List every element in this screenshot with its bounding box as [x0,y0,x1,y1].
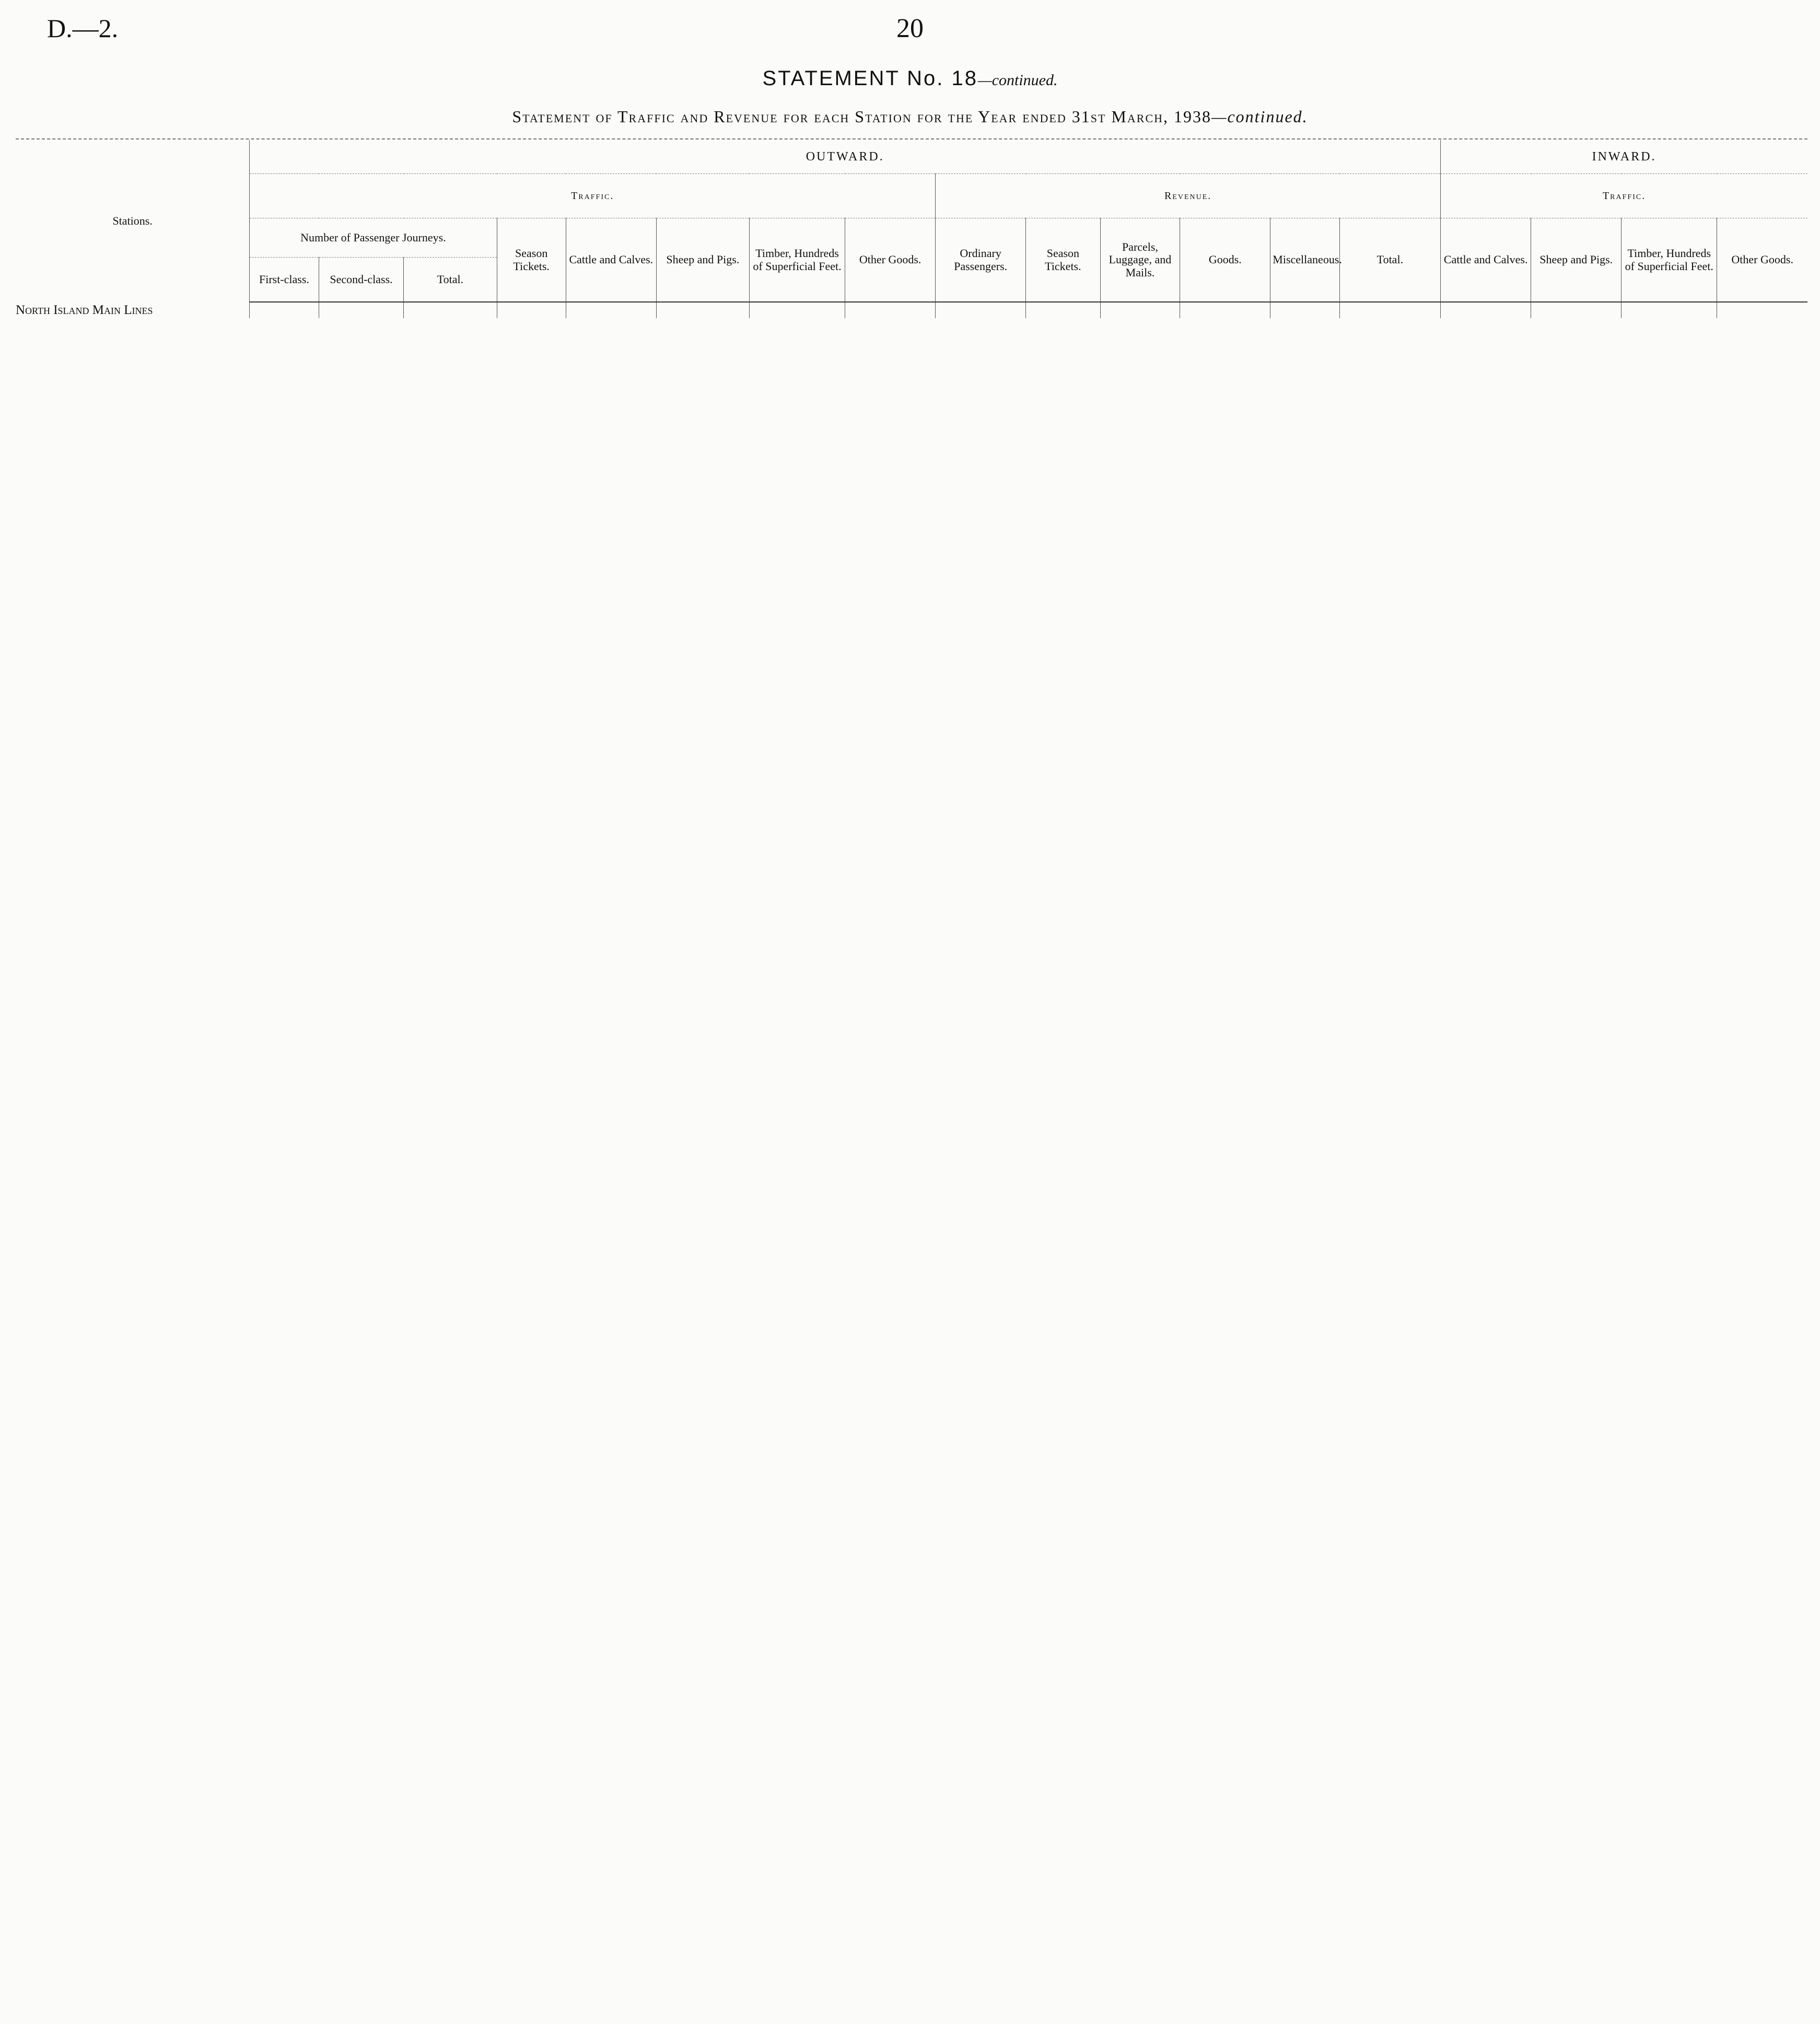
value-cell [404,302,497,318]
value-cell [1270,302,1339,318]
value-cell [1100,302,1180,318]
col-ordinary-passengers: Ordinary Passengers. [936,218,1026,303]
value-cell [319,302,404,318]
header-inward: INWARD. [1441,140,1807,174]
value-cell [497,302,566,318]
value-cell [250,302,319,318]
header-traffic-in: Traffic. [1441,174,1807,218]
page-header [0,13,1820,50]
value-cell [749,302,845,318]
col-other-goods: Other Goods. [845,218,936,303]
statement-title-text: STATEMENT No. 18 [762,67,978,90]
value-cell [1026,302,1100,318]
col-timber-in: Timber, Hundreds of Superficial Feet. [1621,218,1717,303]
header-passenger-journeys: Number of Passenger Journeys. [250,218,497,258]
col-cattle-calves-in: Cattle and Calves. [1441,218,1531,303]
col-parcels: Parcels, Luggage, and Mails. [1100,218,1180,303]
value-cell [656,302,749,318]
value-cell [1339,302,1441,318]
header-revenue: Revenue. [936,174,1441,218]
value-cell [1717,302,1807,318]
col-second-class: Second-class. [319,258,404,303]
col-other-goods-in: Other Goods. [1717,218,1807,303]
col-first-class: First-class. [250,258,319,303]
col-sheep-pigs-in: Sheep and Pigs. [1531,218,1621,303]
table-body [16,302,1807,318]
col-season-tickets-revenue: Season Tickets. [1026,218,1100,303]
col-total-journeys: Total. [404,258,497,303]
col-goods: Goods. [1180,218,1270,303]
value-cell [936,302,1026,318]
section-heading [16,302,1807,318]
value-cell [1531,302,1621,318]
statement-title [0,67,1820,90]
statement-subtitle-suffix: —continued. [1211,107,1308,126]
traffic-revenue-table [16,140,1807,318]
value-cell [1621,302,1717,318]
statement-subtitle [0,107,1820,126]
col-miscellaneous: Miscellaneous. [1270,218,1339,303]
col-total-revenue: Total. [1339,218,1441,303]
page-number: 20 [896,14,924,43]
col-stations: Stations. [112,214,153,227]
header-outward: OUTWARD. [250,140,1441,174]
col-season-tickets: Season Tickets. [497,218,566,303]
document-reference: D.—2. [47,14,119,43]
value-cell [566,302,656,318]
statement-title-suffix: —continued. [978,72,1058,89]
col-timber: Timber, Hundreds of Superficial Feet. [749,218,845,303]
statement-subtitle-text: Statement of Traffic and Revenue for each Station for the Year ended 31st March, 1938 [512,107,1211,126]
value-cell [1441,302,1531,318]
value-cell [845,302,936,318]
station-label: North Island Main Lines [16,303,153,317]
station-name [16,302,250,318]
col-sheep-pigs: Sheep and Pigs. [656,218,749,303]
table-header [16,140,1807,302]
header-traffic-out: Traffic. [250,174,936,218]
col-cattle-calves: Cattle and Calves. [566,218,656,303]
top-rule [16,138,1807,139]
value-cell [1180,302,1270,318]
